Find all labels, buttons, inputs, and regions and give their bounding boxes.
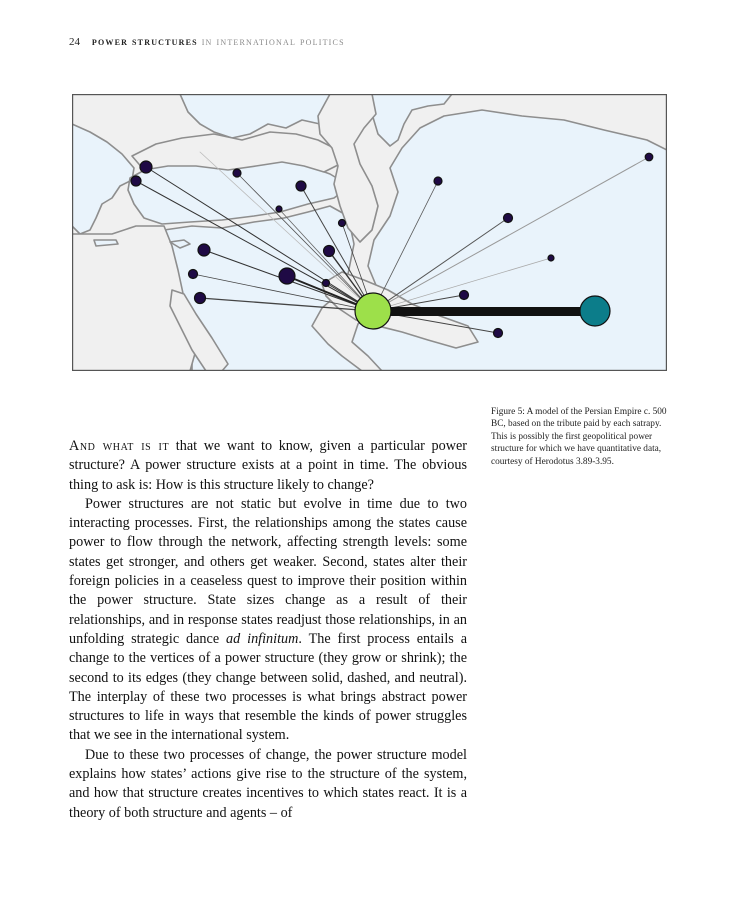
- satrapy-node: [131, 176, 141, 186]
- paragraph-1-text: that we want to know, given a particular power structure? A power structure exists at a point in time. The obvious thing to ask is: How is this structure likely to change?: [69, 438, 467, 493]
- satrapy-node: [296, 181, 306, 191]
- satrapy-node: [548, 255, 554, 261]
- satrapy-node: [323, 280, 330, 287]
- page-number: 24: [69, 36, 80, 48]
- paragraph-2-italic: ad infinitum: [226, 630, 299, 647]
- figure-caption: Figure 5: A model of the Persian Empire c. 500 BC, based on the tribute paid by each satrapy. This is possibly the first geopolitical power structure for which we have quantitative data, courtesy of Herodotus 3.89-3.95.: [491, 407, 667, 467]
- header-title-light: in international politics: [201, 36, 345, 48]
- satrapy-node: [198, 244, 210, 256]
- paragraph-2-text-a: Power structures are not static but evolve in time due to two interacting processes. First, the relationships among the states cause power to flow through the network, affecting strength levels: some states get stronger, and others get weaker. Second, states alter their foreign policies in a ceaseless quest to improve their position within the power structure. State sizes change as a result of their relationships, and in response states readjust those relationships, in an unfolding strategic dance: [69, 495, 467, 647]
- paragraph-1: [69, 437, 467, 495]
- satrapy-node-large: [580, 296, 610, 326]
- paragraph-3: Due to these two processes of change, the power structure model explains how states’ actions give rise to the structure of the system, and how that structure creates incentives to which states react. It is a theory of both structure and agents – of: [69, 746, 467, 821]
- satrapy-node: [434, 177, 442, 185]
- paragraph-2-text-b: . The first process entails a change to the vertices of a power structure (they grow or shrink); the second to its edges (they change between solid, dashed, and neutral). The interplay of these two processes is what brings abstract power structures to life in ways that resemble the kinds of power struggles that we see in the international system.: [69, 630, 467, 744]
- satrapy-node: [140, 161, 152, 173]
- running-header: [69, 36, 345, 48]
- header-title-bold: power structures: [91, 36, 198, 48]
- satrapy-node: [189, 270, 198, 279]
- satrapy-node: [494, 329, 503, 338]
- satrapy-node: [645, 153, 653, 161]
- paragraph-lead-in: And what is it: [69, 438, 170, 454]
- satrapy-node: [195, 293, 206, 304]
- persian-empire-figure: [72, 94, 667, 371]
- network-map: [72, 94, 667, 371]
- network-edge-thick: [373, 307, 595, 316]
- satrapy-node: [460, 291, 469, 300]
- satrapy-node: [504, 214, 513, 223]
- satrapy-node: [276, 206, 282, 212]
- satrapy-node: [324, 246, 335, 257]
- satrapy-node: [339, 220, 346, 227]
- satrapy-node: [279, 268, 295, 284]
- satrapy-node: [233, 169, 241, 177]
- body-text: [69, 437, 467, 823]
- paragraph-2: [69, 495, 467, 746]
- persia-hub-node: [355, 293, 391, 329]
